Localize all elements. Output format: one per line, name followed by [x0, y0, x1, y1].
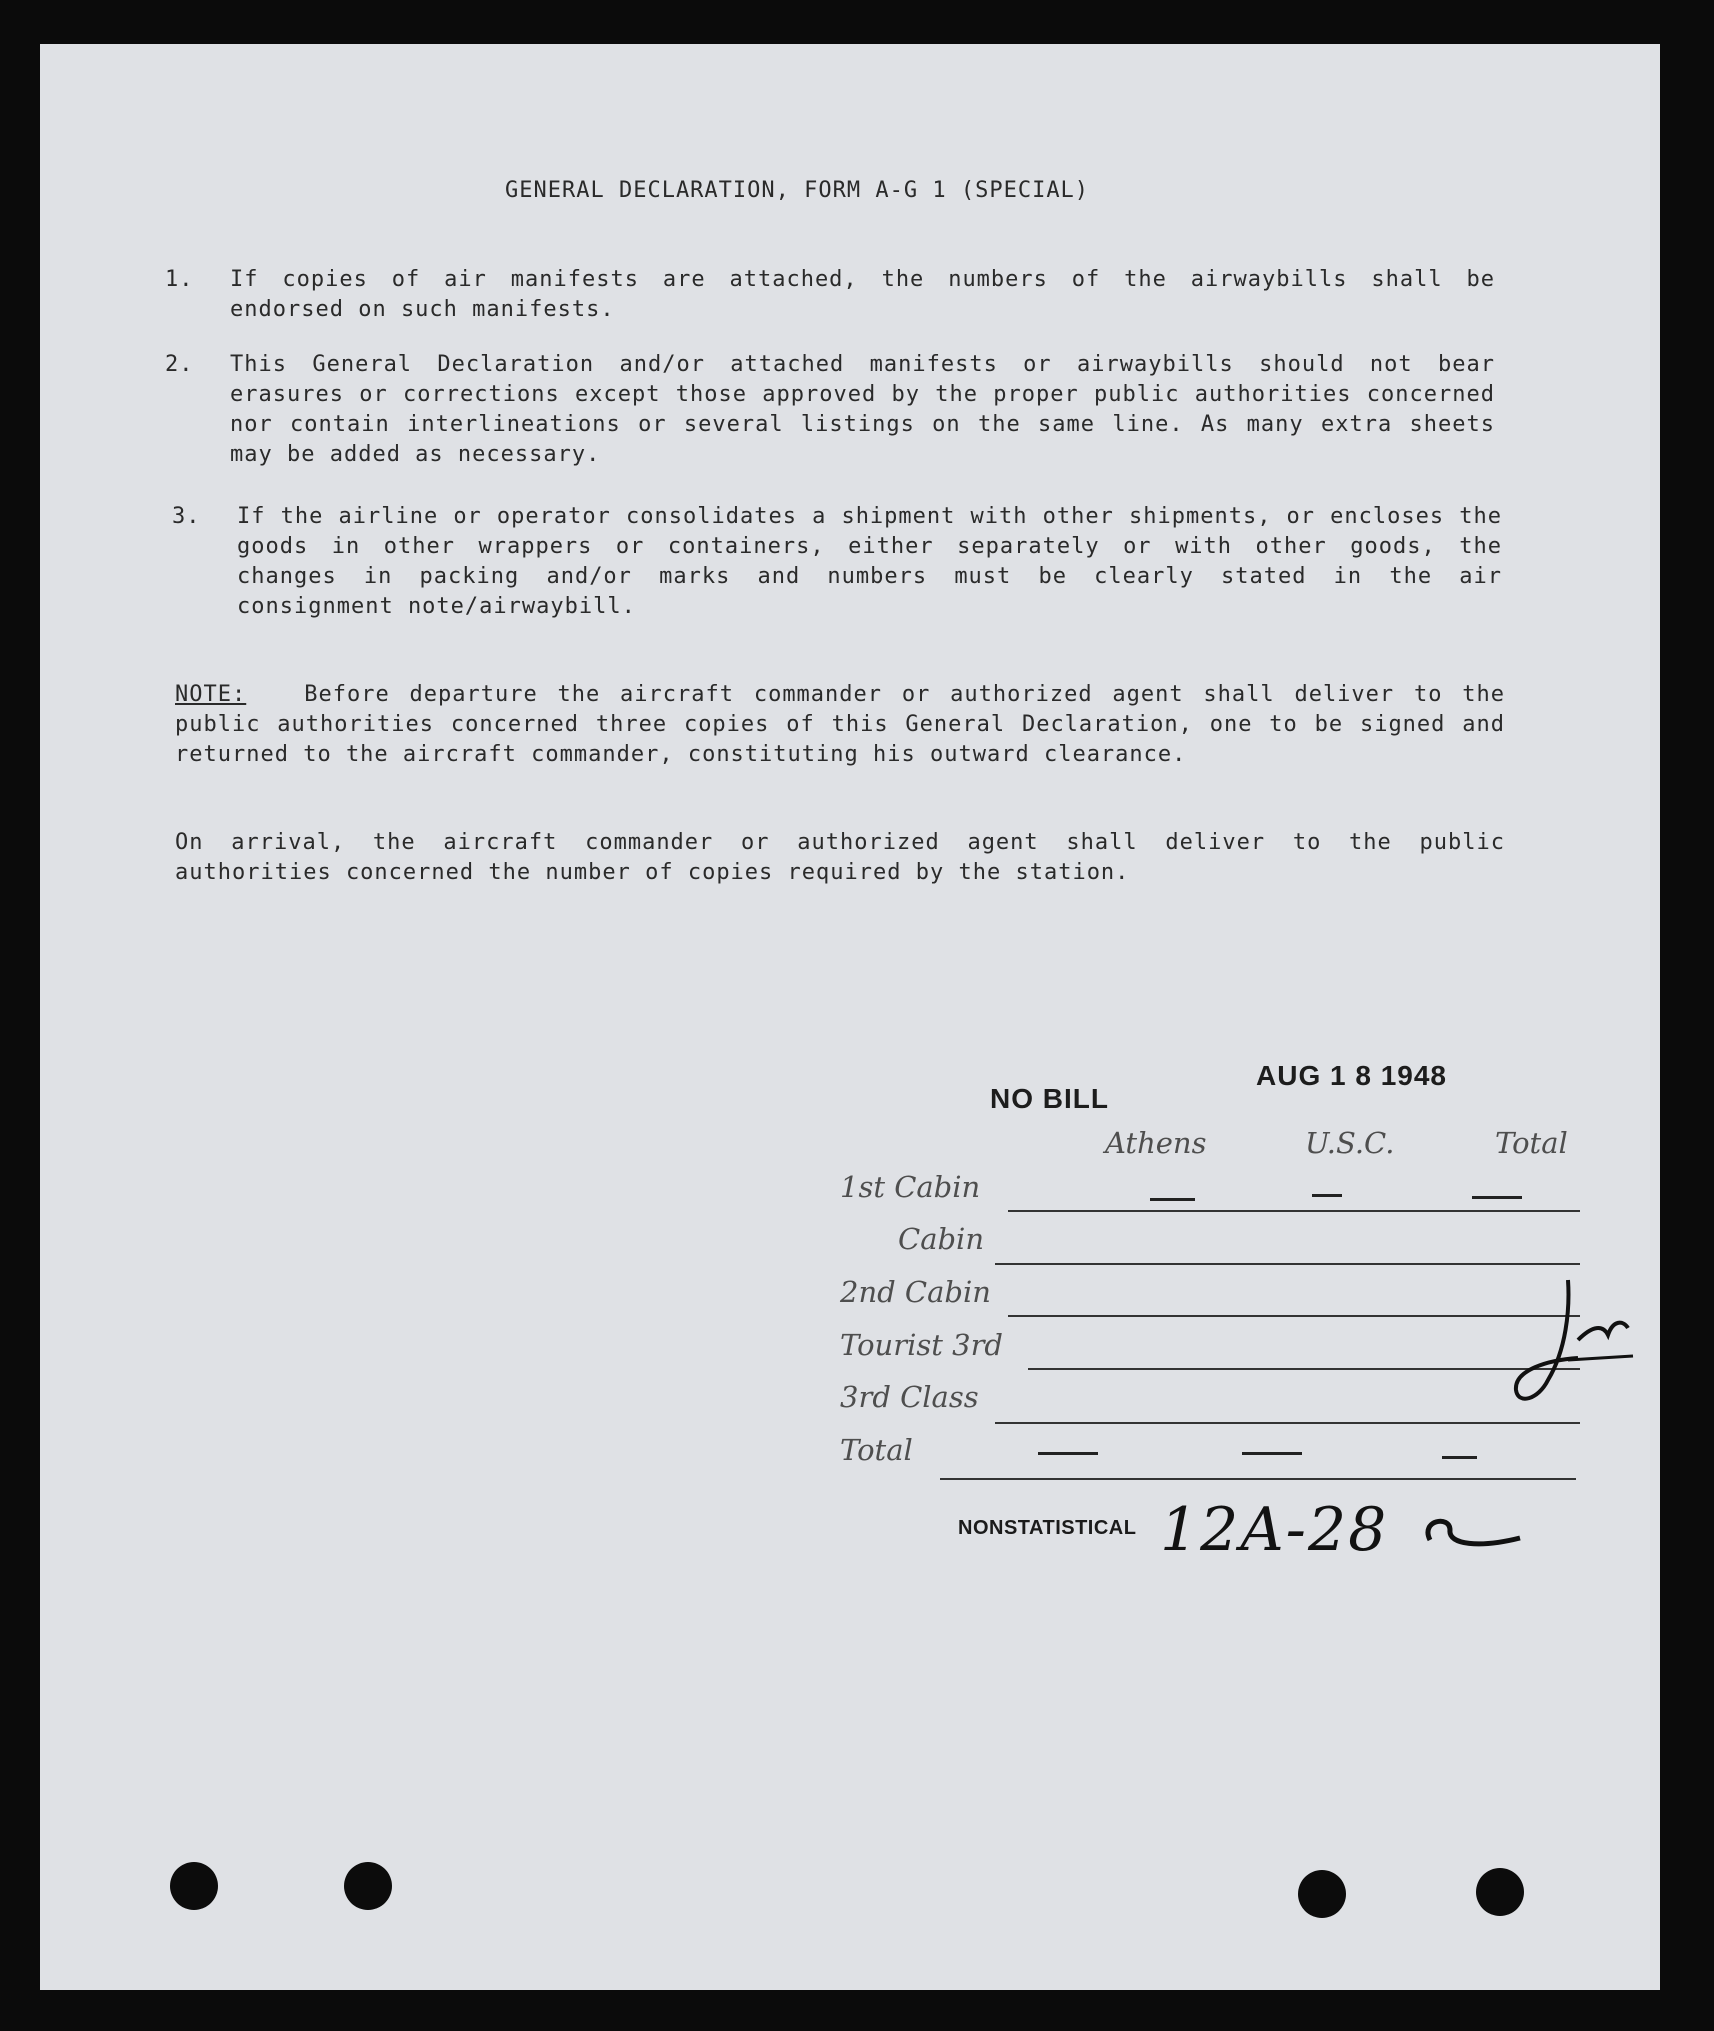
- column-header-athens: Athens: [1105, 1126, 1207, 1160]
- document-sheet: [40, 44, 1660, 1990]
- row-line: [995, 1422, 1580, 1424]
- punch-hole: [1476, 1868, 1524, 1916]
- row-line: [1008, 1315, 1580, 1317]
- item-text: If the airline or operator consolidates a shipment with other shipments, or encloses the goods in other wrappers or containers, either separately or with other goods, the changes in packing and/or marks and numbers must be clearly stated in the air consignment note/airwaybill.: [237, 504, 1502, 619]
- row-label-total: Total: [840, 1433, 913, 1467]
- dash-mark: [1242, 1452, 1302, 1455]
- handwritten-initials: [1508, 1270, 1638, 1420]
- dash-mark: [1038, 1452, 1098, 1455]
- item-text: This General Declaration and/or attached manifests or airwaybills should not bear erasures or corrections except those approved by the proper public authorities concerned nor contain interlineations or several listings on the same line. As many extra sheets may be added as necessary.: [230, 352, 1495, 467]
- row-line: [940, 1478, 1576, 1480]
- dash-mark: [1312, 1194, 1342, 1197]
- row-label-cabin: Cabin: [898, 1222, 984, 1256]
- column-header-usc: U.S.C.: [1305, 1126, 1395, 1160]
- item-number: 2.: [165, 352, 194, 377]
- note-paragraph: [175, 680, 1505, 770]
- item-text: If copies of air manifests are attached, the numbers of the airwaybills shall be endorsed on such manifests.: [230, 267, 1495, 322]
- note-text: Before departure the aircraft commander or authorized agent shall deliver to the public authorities concerned three copies of this General Declaration, one to be signed and returned to the aircraft commander, constituting his outward clearance.: [175, 682, 1505, 767]
- item-number: 1.: [165, 267, 194, 292]
- arrival-paragraph: On arrival, the aircraft commander or authorized agent shall deliver to the public authorities concerned the number of copies required by the station.: [175, 830, 1505, 885]
- row-line: [1028, 1368, 1580, 1370]
- row-line: [995, 1263, 1580, 1265]
- no-bill-stamp: NO BILL: [990, 1083, 1109, 1114]
- item-number: 3.: [172, 504, 201, 529]
- handwritten-flourish: [1420, 1510, 1530, 1560]
- note-label: NOTE:: [175, 682, 247, 707]
- row-label-2nd-cabin: 2nd Cabin: [840, 1275, 991, 1309]
- date-stamp: AUG 1 8 1948: [1256, 1060, 1447, 1091]
- punch-hole: [170, 1862, 218, 1910]
- row-label-3rd-class: 3rd Class: [840, 1380, 979, 1414]
- column-header-total: Total: [1495, 1126, 1568, 1160]
- row-label-1st-cabin: 1st Cabin: [840, 1170, 981, 1204]
- document-title: GENERAL DECLARATION, FORM A-G 1 (SPECIAL): [505, 178, 1090, 203]
- handwritten-code: 12A-28: [1160, 1495, 1389, 1565]
- dash-mark: [1472, 1196, 1522, 1199]
- punch-hole: [1298, 1870, 1346, 1918]
- punch-hole: [344, 1862, 392, 1910]
- nonstatistical-stamp: NONSTATISTICAL: [958, 1517, 1137, 1539]
- dash-mark: [1150, 1198, 1195, 1201]
- row-label-tourist-3rd: Tourist 3rd: [840, 1328, 1003, 1362]
- dash-mark: [1442, 1456, 1477, 1459]
- row-line: [1008, 1210, 1580, 1212]
